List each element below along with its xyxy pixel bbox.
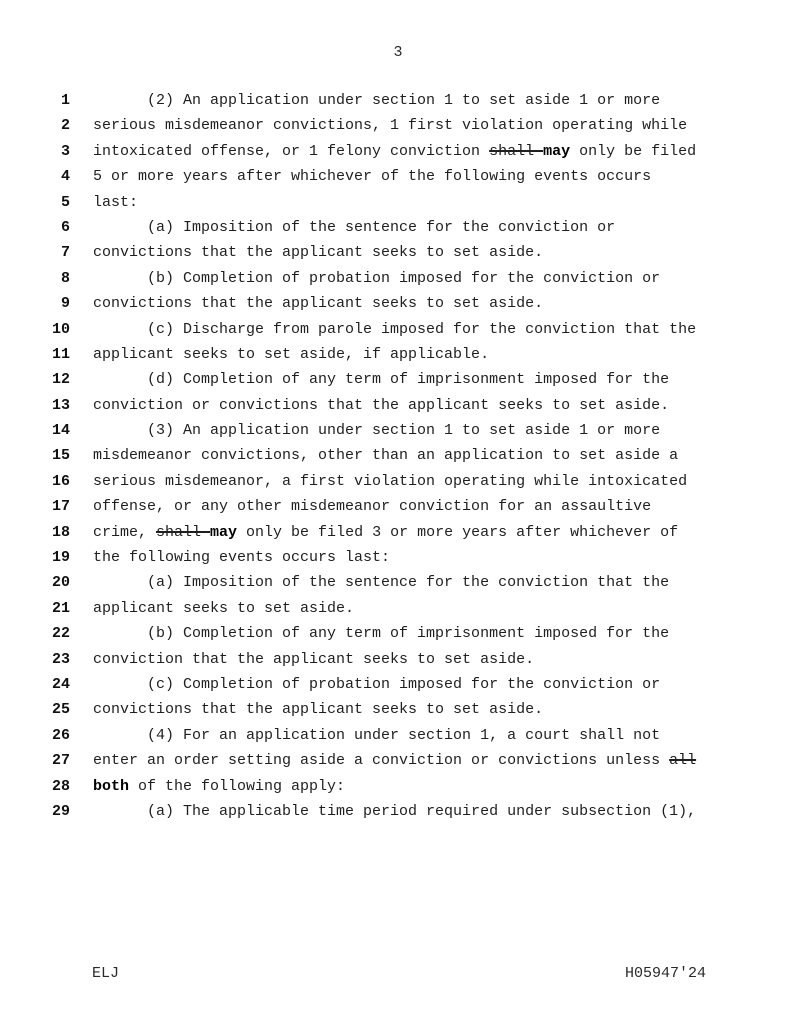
line-text: [70, 545, 390, 570]
text-segment: convictions that the applicant seeks to set aside.: [93, 295, 544, 313]
text-segment: 5 or more years after whichever of the following events occurs: [93, 168, 652, 186]
text-segment: (d) Completion of any term of imprisonment imposed for the: [93, 371, 670, 389]
document-line: [44, 723, 756, 748]
text-segment: serious misdemeanor convictions, 1 first violation operating while: [93, 117, 688, 135]
page-footer: [92, 966, 706, 982]
line-number: 16: [51, 472, 70, 490]
document-line: [44, 139, 756, 164]
line-text: [70, 215, 615, 240]
line-number: 6: [60, 218, 70, 236]
document-line: [44, 266, 756, 291]
document-line: [44, 215, 756, 240]
inserted-text: may: [543, 142, 571, 160]
inserted-text: may: [210, 523, 238, 541]
line-number: 4: [60, 168, 70, 186]
line-text: [70, 723, 660, 748]
document-line: [44, 545, 756, 570]
line-text: [70, 113, 687, 138]
line-text: [70, 469, 687, 494]
line-number: 7: [60, 244, 70, 262]
line-text: [70, 494, 651, 519]
text-segment: serious misdemeanor, a first violation operating while intoxicated: [93, 472, 688, 490]
document-line: [44, 647, 756, 672]
line-number: 17: [51, 498, 70, 516]
line-text: [70, 748, 696, 773]
document-line: [44, 240, 756, 265]
document-line: [44, 164, 756, 189]
page-number: 3: [393, 44, 403, 61]
line-number: 1: [60, 92, 70, 109]
line-number: 12: [51, 371, 70, 389]
document-line: [44, 494, 756, 519]
text-segment: last:: [93, 193, 139, 211]
document-line: [44, 748, 756, 773]
text-segment: (a) The applicable time period required under subsection (1),: [93, 802, 697, 820]
document-line: [44, 88, 756, 113]
line-text: [70, 672, 660, 697]
document-line: [44, 443, 756, 468]
line-text: [70, 139, 696, 164]
line-number: 26: [51, 726, 70, 744]
text-segment: intoxicated offense, or 1 felony conviction: [93, 142, 490, 160]
line-text: [70, 443, 678, 468]
text-segment: only be filed 3 or more years after whichever of: [237, 523, 679, 541]
text-segment: of the following apply:: [129, 777, 346, 795]
line-number: 3: [60, 142, 70, 160]
line-text: [70, 697, 543, 722]
line-text: [70, 164, 651, 189]
line-number: 21: [51, 599, 70, 617]
line-text: [70, 570, 669, 595]
text-segment: conviction or convictions that the applicant seeks to set aside.: [93, 396, 670, 414]
document-line: [44, 570, 756, 595]
text-segment: applicant seeks to set aside.: [93, 599, 355, 617]
text-segment: (4) For an application under section 1, a court shall not: [93, 726, 661, 744]
text-segment: (a) Imposition of the sentence for the conviction that the: [93, 574, 670, 592]
document-line: [44, 697, 756, 722]
text-segment: (3) An application under section 1 to set aside 1 or more: [93, 422, 661, 440]
text-segment: only be filed: [570, 142, 697, 160]
stricken-text: all: [669, 752, 697, 770]
footer-drafter-initials: ELJ: [92, 965, 120, 982]
line-text: [70, 190, 138, 215]
text-segment: enter an order setting aside a conviction or convictions unless: [93, 752, 670, 770]
line-number: 29: [51, 802, 70, 820]
line-number: 11: [51, 345, 70, 363]
document-line: [44, 418, 756, 443]
line-number: 2: [60, 117, 70, 135]
line-text: [70, 240, 543, 265]
line-number: 27: [51, 752, 70, 770]
text-segment: applicant seeks to set aside, if applicable.: [93, 345, 490, 363]
text-segment: (a) Imposition of the sentence for the conviction or: [93, 218, 616, 236]
line-text: [70, 88, 660, 113]
line-number: 25: [51, 701, 70, 719]
line-number: 19: [51, 549, 70, 567]
line-number: 24: [51, 675, 70, 693]
line-text: [70, 621, 669, 646]
text-segment: (c) Completion of probation imposed for the conviction or: [93, 675, 661, 693]
text-segment: offense, or any other misdemeanor conviction for an assaultive: [93, 498, 652, 516]
document-line: [44, 291, 756, 316]
text-segment: (b) Completion of any term of imprisonment imposed for the: [93, 625, 670, 643]
document-line: [44, 393, 756, 418]
document-line: [44, 774, 756, 799]
line-number: 15: [51, 447, 70, 465]
document-lines: [44, 88, 756, 824]
document-line: [44, 342, 756, 367]
line-text: [70, 266, 660, 291]
line-number: 28: [51, 777, 70, 795]
line-text: [70, 774, 345, 799]
line-text: [70, 393, 669, 418]
text-segment: crime,: [93, 523, 157, 541]
text-segment: (2) An application under section 1 to set aside 1 or more: [93, 92, 661, 109]
line-text: [70, 367, 669, 392]
document-line: [44, 190, 756, 215]
text-segment: the following events occurs last:: [93, 549, 391, 567]
line-number: 14: [51, 422, 70, 440]
line-number: 8: [60, 269, 70, 287]
stricken-text: shall: [156, 523, 211, 541]
document-line: [44, 317, 756, 342]
line-text: [70, 317, 696, 342]
text-segment: convictions that the applicant seeks to set aside.: [93, 701, 544, 719]
line-text: [70, 418, 660, 443]
line-number: 13: [51, 396, 70, 414]
line-number: 23: [51, 650, 70, 668]
document-line: [44, 672, 756, 697]
line-text: [70, 520, 678, 545]
document-line: [44, 520, 756, 545]
line-number: 22: [51, 625, 70, 643]
line-number: 20: [51, 574, 70, 592]
document-line: [44, 596, 756, 621]
line-text: [70, 799, 696, 824]
footer-bill-reference: H05947'24: [624, 965, 706, 982]
line-text: [70, 342, 489, 367]
document-line: [44, 113, 756, 138]
text-segment: misdemeanor convictions, other than an application to set aside a: [93, 447, 679, 465]
document-line: [44, 799, 756, 824]
document-line: [44, 367, 756, 392]
line-text: [70, 596, 354, 621]
document-line: [44, 621, 756, 646]
line-number: 18: [51, 523, 70, 541]
document-line: [44, 469, 756, 494]
text-segment: conviction that the applicant seeks to set aside.: [93, 650, 535, 668]
line-number: 5: [60, 193, 70, 211]
stricken-text: shall: [489, 142, 544, 160]
line-text: [70, 291, 543, 316]
line-text: [70, 647, 534, 672]
text-segment: convictions that the applicant seeks to set aside.: [93, 244, 544, 262]
line-number: 10: [51, 320, 70, 338]
line-number: 9: [60, 295, 70, 313]
text-segment: (c) Discharge from parole imposed for the conviction that the: [93, 320, 697, 338]
text-segment: (b) Completion of probation imposed for the conviction or: [93, 269, 661, 287]
inserted-text: both: [93, 777, 130, 795]
